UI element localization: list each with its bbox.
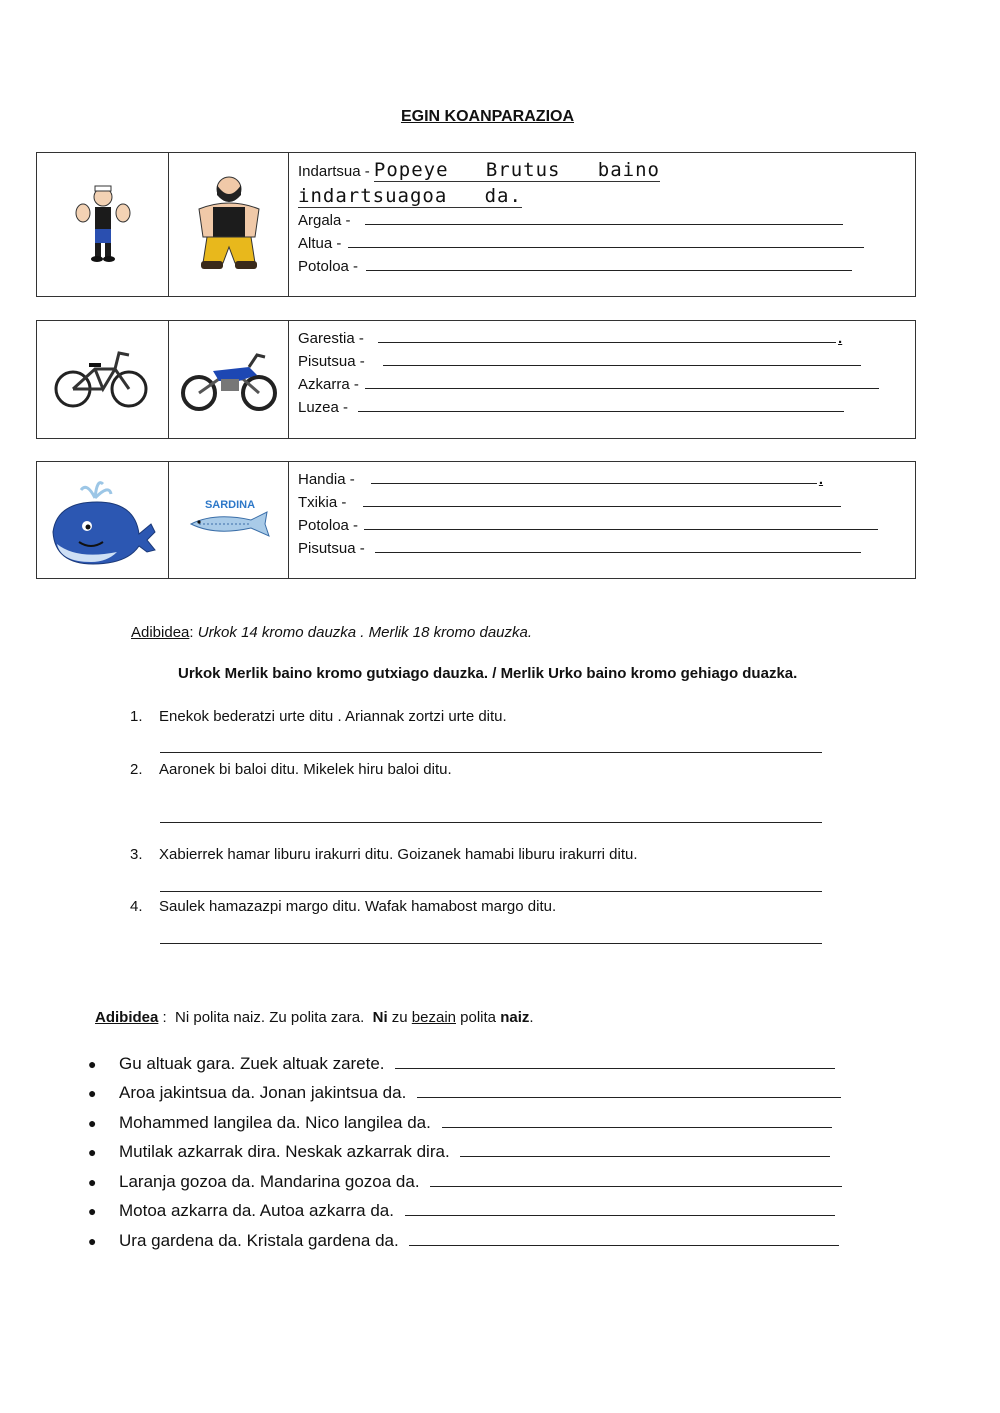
line-label: Indartsua - xyxy=(298,163,370,180)
whale-icon xyxy=(47,472,159,572)
comparison-box-3 xyxy=(36,461,916,579)
example-text-zu: zu xyxy=(387,1009,412,1026)
compare-line xyxy=(298,327,907,350)
answer-blank[interactable] xyxy=(365,373,879,389)
answer-cell xyxy=(289,462,915,578)
line-label: Potoloa - xyxy=(298,517,359,534)
image-cell xyxy=(169,153,289,296)
compare-line xyxy=(298,537,907,560)
example-bold-ni: Ni xyxy=(372,1009,388,1026)
page-title: EGIN KOANPARAZIOA xyxy=(400,108,575,125)
answer-blank[interactable] xyxy=(160,875,822,892)
comparison-box-2 xyxy=(36,320,916,439)
example-bold-naiz: naiz xyxy=(500,1009,530,1026)
example-end: . xyxy=(529,1009,534,1026)
comparison-box-1 xyxy=(36,152,916,297)
line-label: Argala - xyxy=(298,212,351,229)
line-label: Handia - xyxy=(298,471,355,488)
filled-answer[interactable]: Popeye Brutus baino xyxy=(373,159,660,181)
exercise-number: 1. xyxy=(130,708,143,725)
answer-blank[interactable] xyxy=(363,491,841,507)
example-text-polita: polita xyxy=(456,1009,501,1026)
example-label: Adibidea xyxy=(131,624,190,641)
exercise-item-2 xyxy=(130,761,452,778)
sardine-label: SARDINA xyxy=(204,499,256,511)
bullet-text: Mutilak azkarrak dira. Neskak azkarrak dira. xyxy=(119,1142,450,1161)
example-2 xyxy=(95,1009,534,1026)
image-cell xyxy=(169,321,289,438)
example-text: Urkok 14 kromo dauzka . Merlik 18 kromo dauzka. xyxy=(197,624,533,641)
example-label: Adibidea xyxy=(95,1009,159,1026)
bullet-icon: ● xyxy=(88,1144,97,1160)
line-label: Luzea - xyxy=(298,399,349,416)
image-cell xyxy=(37,321,169,438)
answer-blank[interactable] xyxy=(160,806,822,823)
line-end-dot: . xyxy=(838,330,843,347)
example-1-answer: Urkok Merlik baino kromo gutxiago dauzka. / Merlik Urko baino kromo gehiago duazka. xyxy=(178,665,798,682)
compare-line xyxy=(298,468,907,491)
popeye-figure-icon xyxy=(73,183,133,263)
bullet-item xyxy=(88,1053,835,1074)
answer-blank[interactable] xyxy=(365,209,843,225)
answer-blank[interactable] xyxy=(383,350,861,366)
answer-blank[interactable] xyxy=(364,514,878,530)
bullet-text: Aroa jakintsua da. Jonan jakintsua da. xyxy=(119,1083,407,1102)
bullet-item xyxy=(88,1200,835,1221)
compare-line xyxy=(298,232,907,255)
bullet-item xyxy=(88,1112,832,1133)
exercise-item-3 xyxy=(130,846,638,863)
exercise-text: Xabierrek hamar liburu irakurri ditu. Goizanek hamabi liburu irakurri ditu. xyxy=(159,846,638,863)
answer-blank[interactable] xyxy=(378,327,836,343)
bullet-text: Gu altuak gara. Zuek altuak zarete. xyxy=(119,1054,385,1073)
bullet-text: Mohammed langilea da. Nico langilea da. xyxy=(119,1113,431,1132)
line-label: Azkarra - xyxy=(298,376,359,393)
compare-line xyxy=(298,159,907,185)
bullet-icon: ● xyxy=(88,1056,97,1072)
line-label: Pisutsua - xyxy=(298,353,365,370)
bullet-icon: ● xyxy=(88,1174,97,1190)
answer-blank[interactable] xyxy=(417,1082,841,1098)
motorbike-icon xyxy=(179,349,279,413)
line-label: Pisutsua - xyxy=(298,540,365,557)
line-label: Altua - xyxy=(298,235,342,252)
exercise-number: 2. xyxy=(130,761,143,778)
bicycle-icon xyxy=(53,347,149,411)
image-cell xyxy=(169,462,289,578)
answer-blank[interactable] xyxy=(430,1171,842,1187)
image-cell xyxy=(37,462,169,578)
exercise-text: Aaronek bi baloi ditu. Mikelek hiru baloi ditu. xyxy=(159,761,452,778)
brutus-figure-icon xyxy=(189,173,269,273)
bullet-icon: ● xyxy=(88,1203,97,1219)
exercise-text: Enekok bederatzi urte ditu . Ariannak zortzi urte ditu. xyxy=(159,708,507,725)
bullet-item xyxy=(88,1171,842,1192)
sardine-icon xyxy=(185,494,275,542)
bullet-icon: ● xyxy=(88,1085,97,1101)
example-colon: : xyxy=(189,624,194,641)
compare-line xyxy=(298,209,907,232)
bullet-item xyxy=(88,1082,841,1103)
example-1 xyxy=(131,624,532,641)
exercise-number: 4. xyxy=(130,898,143,915)
exercise-item-1 xyxy=(130,708,507,725)
answer-blank[interactable] xyxy=(358,396,844,412)
example-underlined-bezain: bezain xyxy=(411,1009,456,1026)
image-cell xyxy=(37,153,169,296)
line-label: Garestia - xyxy=(298,330,364,347)
exercise-number: 3. xyxy=(130,846,143,863)
exercise-text: Saulek hamazazpi margo ditu. Wafak hamabost margo ditu. xyxy=(159,898,557,915)
answer-blank[interactable] xyxy=(405,1200,835,1216)
compare-line xyxy=(298,373,907,396)
answer-cell xyxy=(289,153,915,296)
example-text: : Ni polita naiz. Zu polita zara. xyxy=(158,1009,373,1026)
compare-line xyxy=(298,350,907,373)
answer-blank[interactable] xyxy=(395,1053,835,1069)
answer-blank[interactable] xyxy=(348,232,864,248)
answer-blank[interactable] xyxy=(409,1230,839,1246)
compare-line xyxy=(298,255,907,278)
answer-blank[interactable] xyxy=(375,537,861,553)
answer-blank[interactable] xyxy=(371,468,817,484)
bullet-icon: ● xyxy=(88,1115,97,1131)
line-end-dot: . xyxy=(818,471,824,488)
line-label: Txikia - xyxy=(298,494,347,511)
bullet-text: Laranja gozoa da. Mandarina gozoa da. xyxy=(119,1172,420,1191)
exercise-item-4 xyxy=(130,898,556,915)
answer-cell xyxy=(289,321,915,438)
answer-blank[interactable] xyxy=(160,927,822,944)
bullet-icon: ● xyxy=(88,1233,97,1249)
answer-blank[interactable] xyxy=(160,736,822,753)
line-label: Potoloa - xyxy=(298,258,359,275)
compare-line xyxy=(298,185,907,209)
answer-blank[interactable] xyxy=(366,255,852,271)
bullet-text: Motoa azkarra da. Autoa azkarra da. xyxy=(119,1201,394,1220)
compare-line xyxy=(298,396,907,419)
answer-blank[interactable] xyxy=(442,1112,832,1128)
answer-blank[interactable] xyxy=(460,1141,830,1157)
bullet-text: Ura gardena da. Kristala gardena da. xyxy=(119,1231,399,1250)
filled-answer[interactable]: indartsuagoa da. xyxy=(298,185,522,207)
compare-line xyxy=(298,514,907,537)
compare-line xyxy=(298,491,907,514)
bullet-item xyxy=(88,1141,830,1162)
bullet-item xyxy=(88,1230,839,1251)
